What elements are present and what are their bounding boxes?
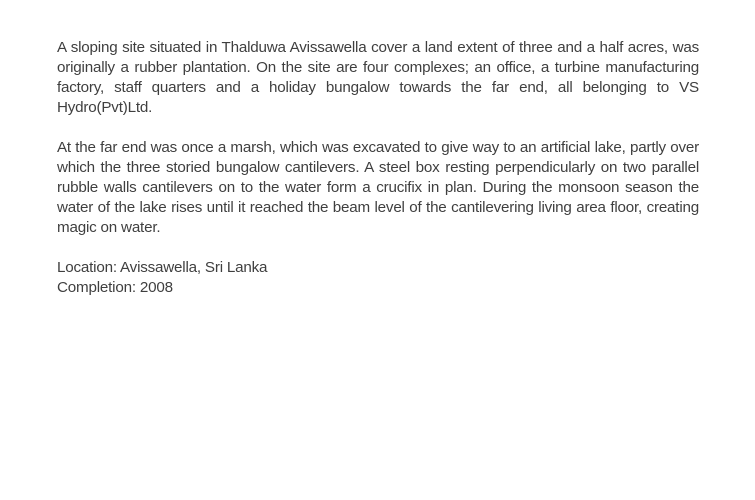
project-description bbox=[57, 38, 699, 298]
location-text: Location: Avissawella, Sri Lanka bbox=[57, 259, 268, 276]
description-paragraph-site: A sloping site situated in Thalduwa Avissawella cover a land extent of three and a half acres, was originally a rubber plantation. On the site are four complexes; an office, a turbine manufacturing factory, staff quarters and a holiday bungalow towards the far end, all belonging to VS Hydro(Pvt)Ltd. bbox=[57, 39, 699, 116]
project-meta bbox=[57, 258, 699, 298]
description-paragraph-lake: At the far end was once a marsh, which was excavated to give way to an artificial lake, partly over which the three storied bungalow cantilevers. A steel box resting perpendicularly on two parallel rubble walls cantilevers on to the water form a crucifix in plan. During the monsoon season the water of the lake rises until it reached the beam level of the cantilevering living area floor, creating magic on water. bbox=[57, 139, 699, 236]
completion-text: Completion: 2008 bbox=[57, 279, 173, 296]
